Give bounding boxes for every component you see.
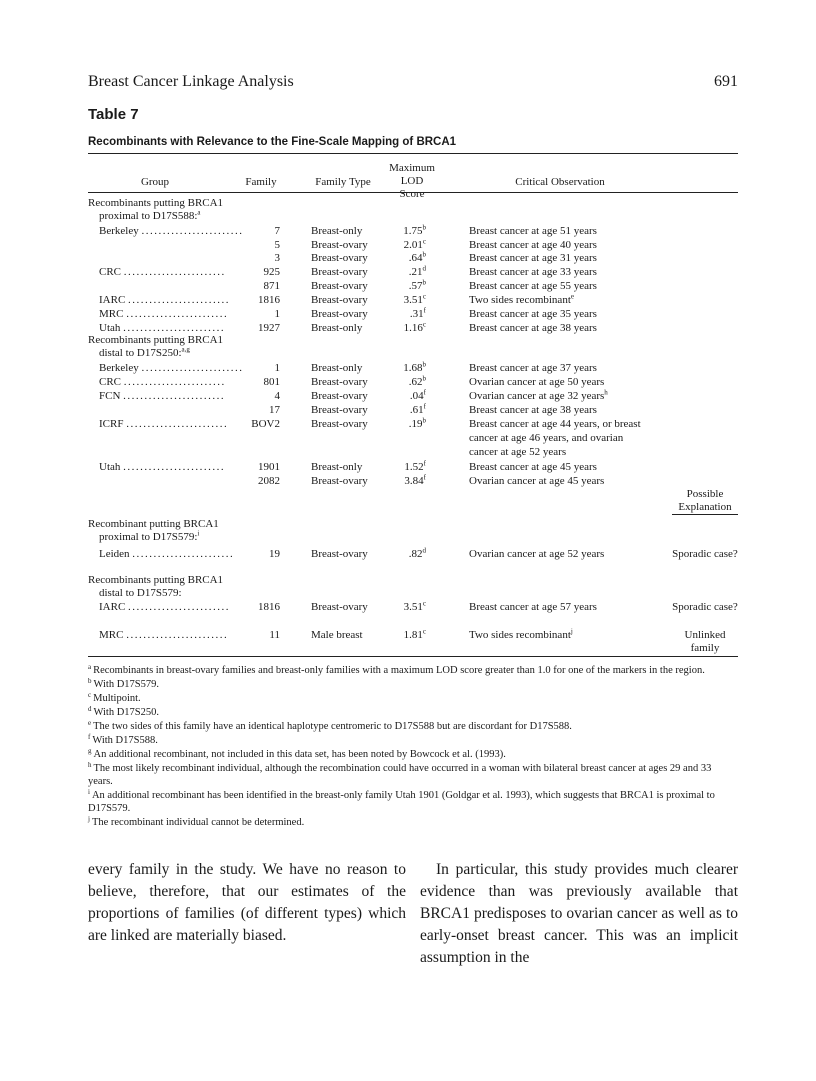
section-title: Recombinants putting BRCA1 <box>88 197 224 209</box>
row-lod: .61$^f$ <box>409 402 426 416</box>
row-family: 1 <box>274 308 280 320</box>
table-caption: Recombinants with Relevance to the Fine-Scale Mapping of BRCA1 <box>88 136 457 148</box>
header-family: Family <box>245 176 277 188</box>
row-observation: Breast cancer at age 57 years <box>469 601 597 613</box>
row-group: IARC ........................ <box>99 601 231 613</box>
row-group: Berkeley ........................ <box>99 362 244 374</box>
row-family-type: Breast-ovary <box>311 404 368 416</box>
row-group: CRC ........................ <box>99 266 226 278</box>
row-group: Leiden ........................ <box>99 548 235 560</box>
row-group: CRC ........................ <box>99 376 226 388</box>
footnote: $^g$ An additional recombinant, not included in this data set, has been noted by Bowcock et al. (1993). <box>88 746 506 760</box>
header-explanation: Possible Explanation <box>678 488 732 513</box>
row-family: 7 <box>274 225 280 237</box>
row-lod: 1.16$^c$ <box>403 320 426 334</box>
section-title: proximal to D17S588:$^a$ <box>99 208 201 222</box>
row-lod: 1.52$^f$ <box>404 459 426 473</box>
row-observation: Breast cancer at age 38 years <box>469 322 597 334</box>
body-text-left: every family in the study. We have no reason to believe, therefore, that our estimates of the proportions of families (of different types) which are linked are materially biased. <box>88 861 406 944</box>
row-family-type: Male breast <box>311 629 363 641</box>
row-group: ICRF ........................ <box>99 418 229 430</box>
footnote: $^j$ The recombinant individual cannot be determined. <box>88 814 305 828</box>
row-group: MRC ........................ <box>99 629 229 641</box>
row-lod: 3.51$^c$ <box>403 292 426 306</box>
row-observation: Breast cancer at age 37 years <box>469 362 597 374</box>
row-lod: .64$^b$ <box>408 250 426 264</box>
row-lod: 3.84$^f$ <box>404 473 426 487</box>
row-explanation: Sporadic case? <box>672 548 738 560</box>
row-lod: 1.81$^c$ <box>403 627 426 641</box>
table-bottom-rule <box>88 656 738 657</box>
row-family: 1 <box>274 362 280 374</box>
row-lod: .21$^d$ <box>408 264 426 278</box>
row-lod: .04$^f$ <box>409 388 426 402</box>
row-observation: Ovarian cancer at age 52 years <box>469 548 605 560</box>
row-lod: 3.51$^c$ <box>403 599 426 613</box>
row-observation: cancer at age 52 years <box>469 446 567 458</box>
row-observation: Ovarian cancer at age 50 years <box>469 376 605 388</box>
row-family-type: Breast-only <box>311 461 363 473</box>
row-family-type: Breast-only <box>311 322 363 334</box>
section-title: Recombinant putting BRCA1 <box>88 518 219 530</box>
row-lod: 1.68$^b$ <box>403 360 426 374</box>
row-observation: Ovarian cancer at age 45 years <box>469 475 605 487</box>
footnote: $^b$ With D17S579. <box>88 676 159 690</box>
row-lod: .62$^b$ <box>408 374 426 388</box>
header-lod: Maximum LOD Score <box>389 162 435 200</box>
footnote: $^a$ Recombinants in breast-ovary families and breast-only families with a maximum LOD score greater than 1.0 for one of the markers in the region. <box>88 662 705 676</box>
row-family: 1816 <box>258 294 280 306</box>
row-family: 4 <box>274 390 280 402</box>
row-lod: .57$^b$ <box>408 278 426 292</box>
row-observation: cancer at age 46 years, and ovarian <box>469 432 624 444</box>
row-observation: Breast cancer at age 35 years <box>469 308 597 320</box>
section-title: distal to D17S250:$^{a,g}$ <box>99 345 190 359</box>
row-observation: Breast cancer at age 40 years <box>469 239 597 251</box>
table-label: Table 7 <box>88 106 139 123</box>
row-family-type: Breast-ovary <box>311 294 368 306</box>
row-observation: Breast cancer at age 31 years <box>469 252 597 264</box>
header-rule <box>88 192 738 193</box>
row-explanation: Sporadic case? <box>672 601 738 613</box>
footnote: $^e$ The two sides of this family have an identical haplotype centromeric to D17S588 but are discordant for D17S588. <box>88 718 572 732</box>
row-lod: .19$^b$ <box>408 416 426 430</box>
row-family-type: Breast-only <box>311 362 363 374</box>
row-family: 3 <box>274 252 280 264</box>
row-group: FCN ........................ <box>99 390 226 402</box>
footnote: $^c$ Multipoint. <box>88 690 141 704</box>
row-group: Utah ........................ <box>99 461 226 473</box>
row-family: BOV2 <box>251 418 280 430</box>
row-group: Berkeley ........................ <box>99 225 244 237</box>
row-group: IARC ........................ <box>99 294 231 306</box>
row-family: 11 <box>269 629 280 641</box>
row-family-type: Breast-ovary <box>311 390 368 402</box>
row-observation: Breast cancer at age 33 years <box>469 266 597 278</box>
footnote: $^i$ An additional recombinant has been identified in the breast-only family Utah 1901 (Goldgar et al. 1993), which suggests that BRCA1 is proximal to D17S579. <box>88 787 715 814</box>
row-family-type: Breast-ovary <box>311 376 368 388</box>
row-family: 925 <box>263 266 280 278</box>
row-family-type: Breast-ovary <box>311 239 368 251</box>
running-head: Breast Cancer Linkage Analysis <box>88 73 294 90</box>
row-lod: 2.01$^c$ <box>403 237 426 251</box>
row-observation: Breast cancer at age 45 years <box>469 461 597 473</box>
row-group: MRC ........................ <box>99 308 229 320</box>
row-family-type: Breast-ovary <box>311 308 368 320</box>
row-family: 2082 <box>258 475 280 487</box>
explanation-rule <box>672 514 738 515</box>
row-observation: Breast cancer at age 55 years <box>469 280 597 292</box>
row-family-type: Breast-ovary <box>311 475 368 487</box>
row-observation: Ovarian cancer at age 32 years$^h$ <box>469 388 608 402</box>
header-group: Group <box>140 176 170 188</box>
section-title: Recombinants putting BRCA1 <box>88 334 224 346</box>
row-observation: Two sides recombinant$^e$ <box>469 292 574 306</box>
row-family-type: Breast-ovary <box>311 252 368 264</box>
row-family-type: Breast-ovary <box>311 601 368 613</box>
row-observation: Two sides recombinant$^j$ <box>469 627 573 641</box>
section-title: distal to D17S579: <box>99 587 182 599</box>
row-explanation: Unlinked family <box>684 629 726 654</box>
row-family: 5 <box>274 239 280 251</box>
row-family: 17 <box>269 404 280 416</box>
table-top-rule <box>88 153 738 154</box>
row-observation: Breast cancer at age 51 years <box>469 225 597 237</box>
body-text-right: In particular, this study provides much clearer evidence than was previously available that BRCA1 predisposes to ovarian cancer as well as to early-onset breast cancer. This was an implicit assumption in the <box>420 861 738 966</box>
row-lod: 1.75$^b$ <box>403 223 426 237</box>
row-family: 1927 <box>258 322 280 334</box>
row-observation: Breast cancer at age 44 years, or breast <box>469 418 641 430</box>
row-observation: Breast cancer at age 38 years <box>469 404 597 416</box>
footnote: $^d$ With D17S250. <box>88 704 159 718</box>
section-title: proximal to D17S579:$^i$ <box>99 529 200 543</box>
footnotes <box>88 664 738 830</box>
row-group: Utah ........................ <box>99 322 226 334</box>
header-family-type: Family Type <box>315 176 371 188</box>
row-family-type: Breast-only <box>311 225 363 237</box>
row-family: 1901 <box>258 461 280 473</box>
footnote: $^h$ The most likely recombinant individual, although the recombination could have occurred in a woman with bilateral breast cancer at ages 29 and 33 years. <box>88 760 712 787</box>
row-family: 871 <box>263 280 280 292</box>
row-family: 801 <box>263 376 280 388</box>
row-family-type: Breast-ovary <box>311 418 368 430</box>
row-family: 19 <box>269 548 280 560</box>
row-family-type: Breast-ovary <box>311 548 368 560</box>
section-title: Recombinants putting BRCA1 <box>88 574 224 586</box>
row-family-type: Breast-ovary <box>311 280 368 292</box>
footnote: $^f$ With D17S588. <box>88 732 158 746</box>
row-lod: .31$^f$ <box>409 306 426 320</box>
header-observation: Critical Observation <box>515 176 605 188</box>
row-lod: .82$^d$ <box>408 546 426 560</box>
row-family: 1816 <box>258 601 280 613</box>
row-family-type: Breast-ovary <box>311 266 368 278</box>
page-number: 691 <box>714 73 738 90</box>
